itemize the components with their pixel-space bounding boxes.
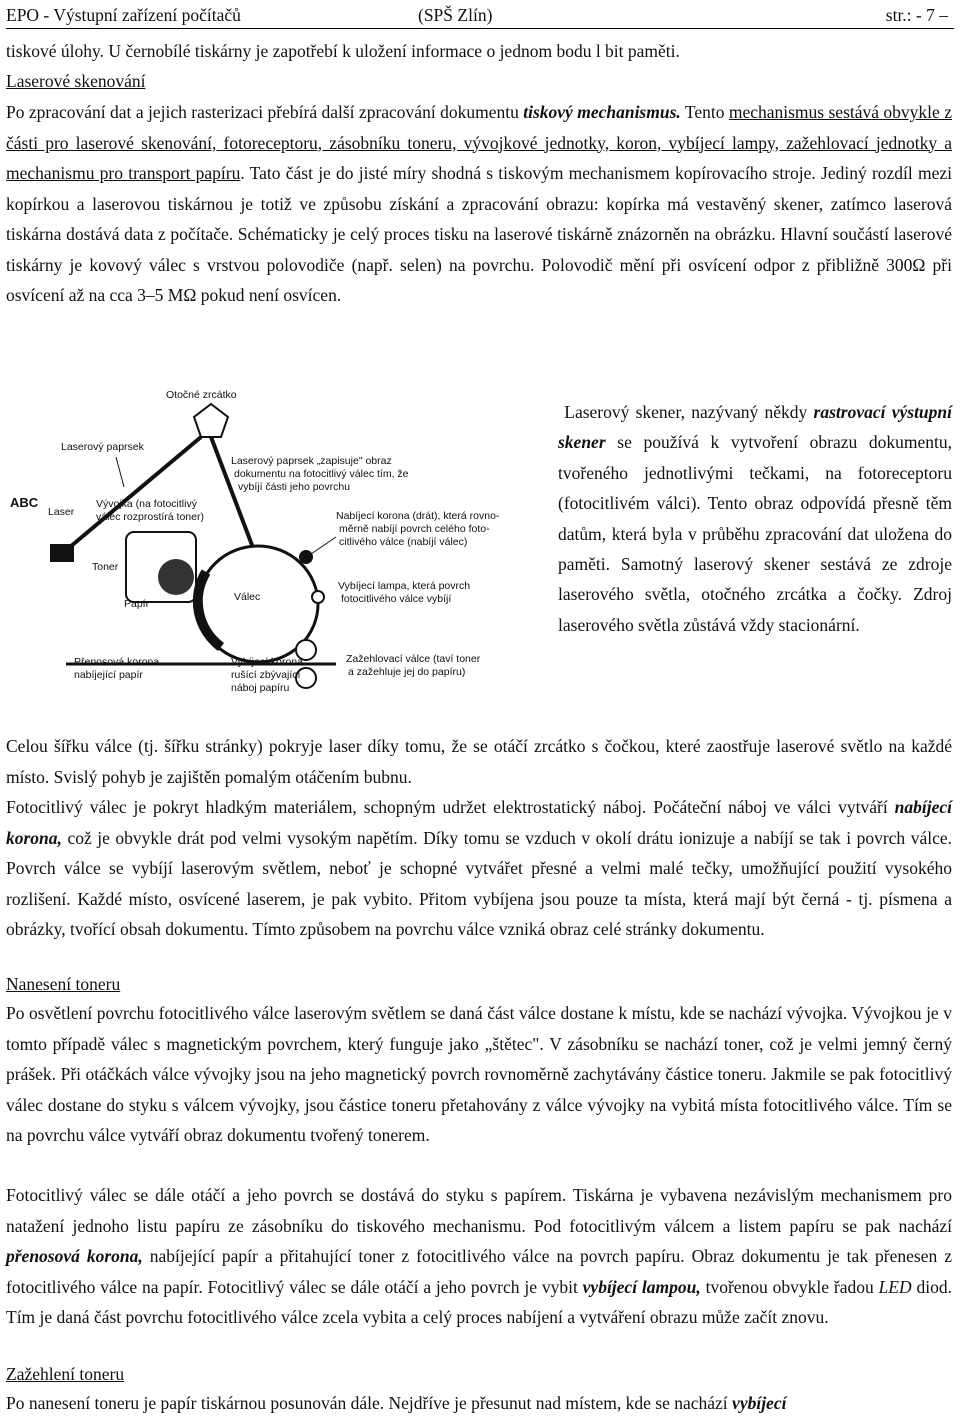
paragraph-fusing [6,1388,952,1419]
paragraph-drum [6,792,952,945]
label-lamp-1: Vybíjecí lampa, která povrch [338,580,471,592]
text-run: se používá k vytvoření obrazu dokumentu, tvořeného jednotlivými tečkami, na fotoreceptoru (fotocitlivém válci). Tento obraz odpovídá přesně těm datům, která byla v průběhu zpracování dat uložena do paměti. Samotný laserový skener sestává ze zdroje laserového světla, otočného zrcátka a čočky. Zdroj laserového světla zůstává vždy stacionární. [558,432,952,635]
text-run: tvořenou obvykle řadou [700,1276,879,1297]
text-run: Po zpracování dat a jejich rasterizaci přebírá další zpracování dokumentu [6,102,524,122]
emphasis-text: rastrovací výstupní skener [558,402,953,453]
header-school: (SPŠ Zlín) [418,5,493,25]
paragraph-transfer [6,1180,952,1333]
label-fuser-2: a zažehluje jej do papíru) [348,666,466,678]
label-transfer-2: nabíjející papír [74,669,143,681]
underlined-text: mechanismus sestává obvykle z části pro laserové skenování, fotoreceptoru, zásobníku toneru, vývojkové jednotky, koron, vybíjecí lampy, zažehlovací jednotky a mechanismu pro transport papíru [6,102,952,183]
paragraph-toner: Po osvětlení povrchu fotocitlivého válce laserovým světlem se daná část válce dostane k místu, kde se nachází vývojka. Vývojkou je v tomto případě válec s magnetickým povrchem, který funguje jako „štětec". V zásobníku se nachází toner, což je velmi jemný černý prášek. Při otáčkách válce vývojky jsou na jeho magnetický povrch rovnoměrně zachytávány částice toneru. Jakmile se pak fotocitlivý válec dostane do styku s válcem vývojky, jsou částice toneru přetahovány z válce vývojky na vybitá místa fotocitlivého válce. Tím se na povrchu válce vytváří obraz dokumentu tvořený tonerem. [6,1003,952,1145]
label-paper: Papír [124,598,150,610]
mirror-shape [194,404,228,437]
label-charge-1: Nabíjecí korona (drát), která rovno- [336,510,500,522]
text-run: Po nanesení toneru je papír tiskárnou posunován dále. Nejdříve je přesunut nad místem, kde se nachází [6,1393,733,1413]
laser-source [50,544,74,562]
heading-text: Nanesení toneru [6,974,121,994]
page-header [6,2,954,29]
label-charge-2: měrně nabíjí povrch celého foto- [339,523,490,535]
text-run: Fotocitlivý válec je pokryt hladkým materiálem, schopným udržet elektrostatický náboj. Počáteční náboj ve válci vytváří [6,797,895,817]
heading-toner [6,969,952,1000]
label-laser: Laser [48,506,75,518]
label-discharge-2: rušící zbývající [231,669,301,681]
label-beam: Laserový paprsek [61,441,144,453]
label-mirror: Otočné zrcátko [166,389,237,401]
label-drum: Válec [234,591,261,603]
header-page-number: str.: - 7 – [885,5,948,25]
paragraph-mirror: Celou šířku válce (tj. šířku stránky) pokryje laser díky tomu, že se otáčí zrcátko s čočkou, které zaostřuje laserové světlo na každé místo. Svislý pohyb je zajištěn pomalým otáčením bubnu. [6,736,952,787]
text-run: Fotocitlivý válec se dále otáčí a jeho povrch se dostává do styku s papírem. Tiskárna je vybavena nezávislým mechanismem pro natažení jednoho listu papíru ze zásobníku do tiskového mechanismu. Pod fotocitlivým válcem a listem papíru se pak nachází [6,1185,952,1236]
discharge-lamp [312,591,324,603]
label-fuser-1: Zažehlovací válce (taví toner [346,653,481,665]
text-run: což je obvykle drát pod velmi vysokým napětím. Díky tomu se vzduch v okolí drátu ionizuje a nabíjí se tak i povrch válce. Povrch válce se vybíjí laserovým světlem, neboť je schopné vytvářet přesné a velmi malé tečky, umožňující použití vysokého rozlišení. Každé místo, osvícené laserem, je pak vybito. Přitom vybíjena jsou pouze ta místa, která mají být černá - tj. písmena a obrázky, tvořící obsah dokumentu. Tímto způsobem na povrchu válce vzniká obraz celé stránky dokumentu. [6,827,952,939]
heading-text: Laserové skenování [6,71,146,91]
paragraph-mechanism [6,97,952,311]
paragraph-intro: tiskové úlohy. U černobílé tiskárny je zapotřebí k uložení informace o jednom bodu l bit paměti. [6,41,680,61]
label-toner: Toner [92,561,119,573]
label-developer-1: Vývojka (na fotocitlivý [96,498,197,510]
label-developer-2: válec rozprostírá toner) [96,511,204,523]
text-run: diod. Tím je daná část povrchu fotocitlivého válce zcela vybita a celý proces nabíjení a vytváření obrazu může začít znovu. [6,1276,952,1327]
label-write-1: Laserový paprsek „zapisuje" obraz [231,455,392,467]
text-run: nabíjející papír a přitahující toner z fotocitlivého válce na povrch papíru. Obraz dokumentu je tak přenesen z fotocitlivého válce na papír. Fotocitlivý válec se dále otáčí a jeho povrch je vybit [6,1246,952,1297]
label-write-2: dokumentu na fotocitlivý válec tím, že [234,468,409,480]
label-write-3: vybíjí části jeho povrchu [238,481,351,493]
label-abc: ABC [10,495,39,510]
emphasis-text: nabíjecí korona, [6,797,952,848]
laser-printer-diagram [6,382,546,702]
label-lamp-2: fotocitlivého válce vybíjí [341,593,452,605]
text-run: Tento [680,102,729,122]
label-charge-4: citlivého válce (nabíjí válec) [339,536,468,548]
label-discharge-1: Vybíjecí korona [231,656,303,668]
text-run: Laserový skener, nazývaný někdy [564,402,814,422]
label-discharge-3: náboj papíru [231,682,290,694]
italic-text: LED [878,1276,912,1297]
charge-corona [299,550,313,564]
heading-text: Zažehlení toneru [6,1364,125,1384]
heading-fusing [6,1359,952,1390]
emphasis-text: přenosová korona, [6,1246,143,1266]
emphasis-text: tiskový mechanismus. [523,102,681,122]
emphasis-text: vybíjecí lampou, [582,1276,701,1297]
header-title: EPO - Výstupní zařízení počítačů [6,5,241,25]
text-run: . Tato část je do jisté míry shodná s tiskovým mechanismem kopírovacího stroje. Jediný rozdíl mezi kopírkou a laserovou tiskárnou je totiž ve způsobu získání a zpracování obrazu: kopírka má vestavěný skener, zatímco laserová tiskárna dostává data z počítače. Schématicky je celý proces tisku na laserové tiskárně znázorněn na obrázku. Hlavní součástí laserové tiskárny je kovový válec s vrstvou polovodiče (např. selen) na povrchu. Polovodič mění při osvícení odpor z přibližně 300Ω při osvícení až na cca 3–5 MΩ pokud není osvícen. [6,163,952,305]
developer-roller [158,559,194,595]
label-transfer-1: Přenosová korona [74,656,160,668]
emphasis-text: vybíjecí [732,1393,787,1413]
paragraph-scanner [558,397,952,640]
heading-laser-scanning [6,66,952,97]
